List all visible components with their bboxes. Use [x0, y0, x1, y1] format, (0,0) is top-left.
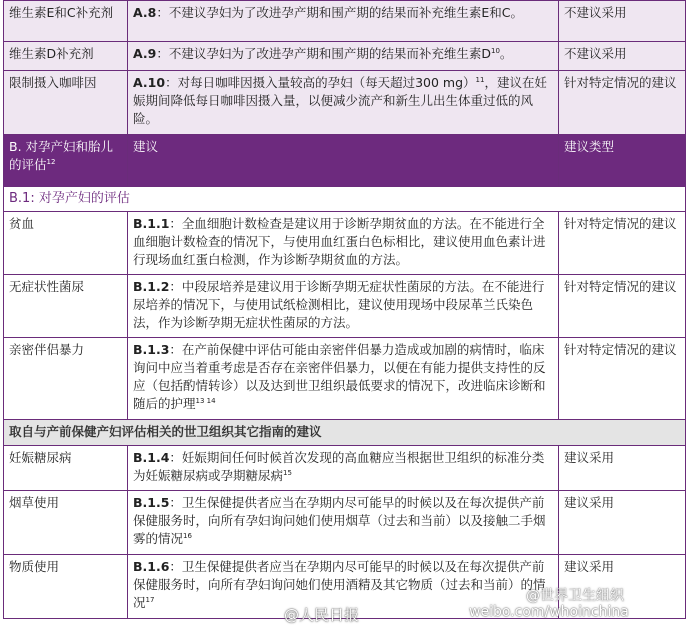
- recommendation-cell: [128, 275, 559, 338]
- topic-label: 维生素D补充剂: [9, 46, 94, 61]
- rec-type: 针对特定情况的建议: [564, 216, 677, 231]
- topic-label: 贫血: [9, 216, 35, 231]
- section-heading-row: [4, 187, 686, 212]
- type-cell: [559, 275, 686, 338]
- topic-cell: [4, 338, 128, 420]
- table-row: [4, 71, 686, 135]
- recommendation-cell: [128, 42, 559, 71]
- rec-text: ：卫生保健提供者应当在孕期内尽可能早的时候以及在每次提供产前保健服务时，向所有孕妇询问她们使用酒精及其它物质（过去和当前）的情况: [133, 559, 546, 610]
- topic-label: 烟草使用: [9, 495, 60, 510]
- rec-text: ：妊娠期间任何时候首次发现的高血糖应当根据世卫组织的标准分类为妊娠糖尿病或孕期糖尿病: [133, 450, 545, 483]
- topic-cell: [4, 42, 128, 71]
- header-type-label: 建议类型: [564, 139, 615, 154]
- weibo-url-watermark: weibo.com/whoinchina: [469, 604, 629, 620]
- topic-cell: [4, 275, 128, 338]
- topic-cell: [4, 446, 128, 491]
- type-cell: [559, 491, 686, 555]
- rec-type: 建议采用: [564, 450, 615, 465]
- table-row: [4, 275, 686, 338]
- header-topic-label: B. 对孕产妇和胎儿的评估: [9, 139, 114, 172]
- rec-code: B.1.5: [133, 495, 170, 510]
- topic-label: 妊娠糖尿病: [9, 450, 72, 465]
- header-recommendation-label: 建议: [133, 139, 159, 154]
- rec-type: 不建议采用: [564, 46, 627, 61]
- section-heading-row: [4, 420, 686, 446]
- recommendation-cell: [128, 446, 559, 491]
- rec-type: 建议采用: [564, 559, 615, 574]
- topic-label: 无症状性菌尿: [9, 279, 85, 294]
- rec-type: 针对特定情况的建议: [564, 342, 677, 357]
- rec-text: ：在产前保健中评估可能由亲密伴侣暴力造成或加剧的病情时，临床询问中应当着重考虑是否存在亲密伴侣暴力，以便在有能力提供支持性的反应（包括酌情转诊）以及达到世卫组织最低要求的情况下，改进临床诊断和随后的护理: [133, 342, 546, 411]
- rec-code: B.1.2: [133, 279, 170, 294]
- topic-cell: [4, 212, 128, 275]
- topic-label: 限制摄入咖啡因: [9, 75, 97, 90]
- topic-label: 亲密伴侣暴力: [9, 342, 85, 357]
- table-row: [4, 42, 686, 71]
- rec-text: ：卫生保健提供者应当在孕期内尽可能早的时候以及在每次提供产前保健服务时，向所有孕妇询问她们使用烟草（过去和当前）以及接触二手烟雾的情况: [133, 495, 546, 546]
- rec-type: 不建议采用: [564, 5, 627, 20]
- rec-text-tail: ，建议在妊娠期间降低每日咖啡因摄入量，以便减少流产和新生儿出生体重过低的风险。: [133, 75, 547, 126]
- topic-label: 物质使用: [9, 559, 60, 574]
- topic-label: 维生素E和C补充剂: [9, 5, 114, 20]
- section-heading: [4, 187, 686, 212]
- section-heading: [4, 420, 686, 446]
- recommendation-cell: [128, 338, 559, 420]
- rec-type: 针对特定情况的建议: [564, 279, 677, 294]
- table-row: [4, 212, 686, 275]
- footnote-ref: 12: [46, 157, 56, 166]
- recommendation-cell: [128, 491, 559, 555]
- table-row: [4, 1, 686, 42]
- footnote-ref: 11: [475, 75, 485, 84]
- rec-code: A.8: [133, 5, 157, 20]
- footnote-ref: 17: [145, 595, 155, 604]
- section-title: 取自与产前保健产妇评估相关的世卫组织其它指南的建议: [9, 424, 322, 439]
- rec-code: B.1.4: [133, 450, 170, 465]
- rec-type: 建议采用: [564, 495, 615, 510]
- rec-code: B.1.3: [133, 342, 170, 357]
- rec-type: 针对特定情况的建议: [564, 75, 677, 90]
- topic-cell: [4, 71, 128, 135]
- section-title: B.1: 对孕产妇的评估: [9, 191, 130, 206]
- header-col-recommendation: [128, 135, 559, 187]
- footnote-ref: 10: [491, 46, 500, 55]
- type-cell: [559, 338, 686, 420]
- footnote-ref: 16: [183, 531, 192, 540]
- table-row: [4, 446, 686, 491]
- recommendation-cell: [128, 1, 559, 42]
- type-cell: [559, 446, 686, 491]
- rec-code: A.9: [133, 46, 157, 61]
- weibo-handle-watermark: @世界卫生组织: [526, 588, 624, 604]
- table-row: [4, 491, 686, 555]
- rec-text: ：全血细胞计数检查是建议用于诊断孕期贫血的方法。在不能进行全血细胞计数检查的情况下，与使用血红蛋白色标相比，建议使用血色素计进行现场血红蛋白检测，作为诊断孕期贫血的方法。: [133, 216, 546, 267]
- footnote-ref: 13 14: [195, 396, 216, 405]
- table-header-row: [4, 135, 686, 187]
- type-cell: [559, 71, 686, 135]
- type-cell: [559, 1, 686, 42]
- type-cell: [559, 212, 686, 275]
- rec-text: ：不建议孕妇为了改进孕产期和围产期的结果而补充维生素E和C。: [156, 5, 523, 20]
- rec-text: ：对每日咖啡因摄入量较高的孕妇（每天超过300 mg）: [165, 75, 476, 90]
- people-daily-watermark: @人民日报: [284, 606, 360, 624]
- type-cell: [559, 42, 686, 71]
- rec-code: A.10: [133, 75, 166, 90]
- topic-cell: [4, 491, 128, 555]
- header-col-type: [559, 135, 686, 187]
- recommendation-cell: [128, 212, 559, 275]
- rec-code: B.1.1: [133, 216, 170, 231]
- recommendations-table: [3, 0, 686, 619]
- recommendation-cell: [128, 71, 559, 135]
- rec-text-tail: 。: [499, 46, 513, 61]
- topic-cell: [4, 1, 128, 42]
- header-col-topic: [4, 135, 128, 187]
- rec-text: ：中段尿培养是建议用于诊断孕期无症状性菌尿的方法。在不能进行尿培养的情况下，与使用试纸检测相比，建议使用现场中段尿革兰氏染色法，作为诊断孕期无症状性菌尿的方法。: [133, 279, 545, 330]
- footnote-ref: 15: [283, 468, 292, 477]
- rec-code: B.1.6: [133, 559, 170, 574]
- topic-cell: [4, 555, 128, 619]
- rec-text: ：不建议孕妇为了改进孕产期和围产期的结果而补充维生素D: [156, 46, 491, 61]
- table-row: [4, 338, 686, 420]
